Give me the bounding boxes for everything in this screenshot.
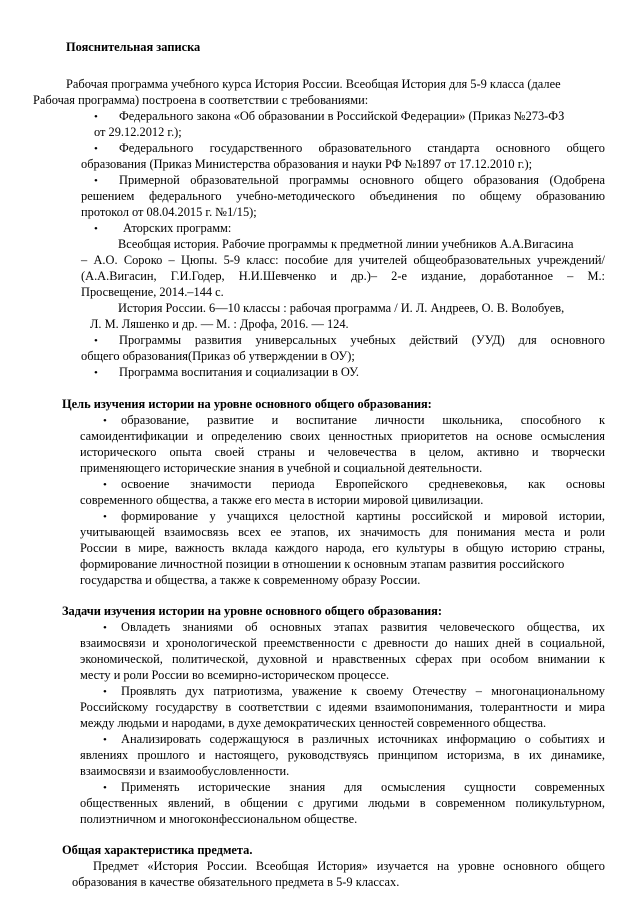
task-2-line-1: Проявлять дух патриотизма, уважение к своему Отечеству – многонациональному: [121, 684, 605, 698]
goal-2-line-2: современного общества, а также его места в истории мировой цивилизации.: [80, 493, 484, 507]
goal-heading: Цель изучения истории на уровне основного общего образования:: [62, 397, 432, 411]
bullet-icon: •: [103, 686, 107, 698]
requirement-2-line-2: образования (Приказ Министерства образования и науки РФ №1897 от 17.12.2010 г.);: [81, 157, 533, 171]
author-program-1-line-3: (А.А.Вигасин, Г.И.Годер, Н.И.Шевченко и др.)– 2-е издание, доработанное – М.:: [81, 269, 605, 283]
requirement-5-line-1: Программы развития универсальных учебных действий (УУД) для основного: [119, 333, 605, 347]
task-1-line-4: месту и роли России во всемирно-историческом процессе.: [80, 668, 390, 682]
requirement-3-line-2: решением федерального учебно-методического объединения по общему образованию: [81, 189, 605, 203]
intro-line-2: Рабочая программа) построена в соответствии с требованиями:: [33, 93, 369, 107]
task-3-line-2: явлениях прошлого и настоящего, руководствуясь принципом историзма, в их динамике,: [80, 748, 605, 762]
goal-3-line-3: России в мире, важность вклада каждого народа, его культуры в общую историю страны,: [80, 541, 605, 555]
task-3-line-3: взаимосвязи и взаимообусловленности.: [80, 764, 290, 778]
requirement-4-label: Аторских программ:: [123, 221, 232, 235]
goal-3-line-5: государства и общества, а также к современному образу России.: [80, 573, 421, 587]
task-2-line-2: Российскому государству в соответствии с идеями взаимопонимания, толерантности и мира: [80, 700, 605, 714]
bullet-icon: •: [103, 734, 107, 746]
task-2-line-3: между людьми и народами, в духе демократических ценностей современного общества.: [80, 716, 547, 730]
requirement-3-line-1: Примерной образовательной программы основного общего образования (Одобрена: [119, 173, 605, 187]
task-1-line-1: Овладеть знаниями об основных этапах развития человеческого общества, их: [121, 620, 605, 634]
bullet-icon: •: [103, 782, 107, 794]
bullet-icon: •: [94, 175, 98, 187]
goal-3-line-4: формирование личностной позиции в отношении к основным этапам развития российского: [80, 557, 565, 571]
bullet-icon: •: [94, 223, 98, 235]
requirement-1-line-2: от 29.12.2012 г.);: [94, 125, 182, 139]
bullet-icon: •: [103, 415, 107, 427]
bullet-icon: •: [103, 511, 107, 523]
goal-1-line-3: исторического опыта своей страны и человечества в целом, активно и творчески: [80, 445, 605, 459]
requirement-5-line-2: общего образования(Приказ об утверждении в ОУ);: [81, 349, 355, 363]
bullet-icon: •: [94, 111, 98, 123]
task-4-line-2: общественных явлений, в общении с другими людьми в современном поликультурном,: [80, 796, 605, 810]
task-4-line-3: полиэтничном и многоконфессиональном обществе.: [80, 812, 358, 826]
goal-3-line-1: формирование у учащихся целостной картины российской и мировой истории,: [121, 509, 605, 523]
requirement-2-line-1: Федерального государственного образовательного стандарта основного общего: [119, 141, 605, 155]
general-line-1: Предмет «История России. Всеобщая История» изучается на уровне основного общего: [93, 859, 605, 873]
general-line-2: образования в качестве обязательного предмета в 5-9 классах.: [72, 875, 400, 889]
bullet-icon: •: [103, 479, 107, 491]
author-program-2-line-2: Л. М. Ляшенко и др. — М. : Дрофа, 2016. — 124.: [90, 317, 349, 331]
task-4-line-1: Применять исторические знания для осмысления сущности современных: [121, 780, 605, 794]
task-3-line-1: Анализировать содержащуюся в различных источниках информацию о событиях и: [121, 732, 605, 746]
goal-1-line-2: самоидентификации и определению своих ценностных приоритетов на основе осмысления: [80, 429, 605, 443]
author-program-1-line-4: Просвещение, 2014.–144 с.: [81, 285, 224, 299]
goal-1-line-1: образование, развитие и воспитание личности школьника, способного к: [121, 413, 605, 427]
goal-2-line-1: освоение значимости периода Европейского средневековья, как основы: [121, 477, 605, 491]
bullet-icon: •: [94, 143, 98, 155]
author-program-1-line-2: – А.О. Сороко – Цюпы. 5-9 класс: пособие для учителей общеобразовательных учреждений/: [81, 253, 605, 267]
general-heading: Общая характеристика предмета.: [62, 843, 253, 857]
bullet-icon: •: [94, 367, 98, 379]
author-program-1-line-1: Всеобщая история. Рабочие программы к предметной линии учебников А.А.Вигасина: [118, 237, 574, 251]
goal-3-line-2: учитывающей взаимосвязь всех ее этапов, их значимость для понимания места и роли: [80, 525, 605, 539]
requirement-6: Программа воспитания и социализации в ОУ.: [119, 365, 360, 379]
intro-line-1: Рабочая программа учебного курса История России. Всеобщая История для 5-9 класса (далее: [66, 77, 561, 91]
task-1-line-3: экономической, политической, духовной и нравственных сферах при особом внимании к: [80, 652, 605, 666]
bullet-icon: •: [94, 335, 98, 347]
document-title: Пояснительная записка: [66, 40, 201, 54]
requirement-1-line-1: Федерального закона «Об образовании в Российской Федерации» (Приказ №273-ФЗ: [119, 109, 565, 123]
task-1-line-2: взаимосвязи и хронологической преемственности с древности до наших дней в социальной,: [80, 636, 605, 650]
tasks-heading: Задачи изучения истории на уровне основного общего образования:: [62, 604, 442, 618]
bullet-icon: •: [103, 622, 107, 634]
goal-1-line-4: применяющего исторические знания в учебной и социальной деятельности.: [80, 461, 483, 475]
requirement-3-line-3: протокол от 08.04.2015 г. №1/15);: [81, 205, 257, 219]
author-program-2-line-1: История России. 6—10 классы : рабочая программа / И. Л. Андреев, О. В. Волобуев,: [118, 301, 565, 315]
